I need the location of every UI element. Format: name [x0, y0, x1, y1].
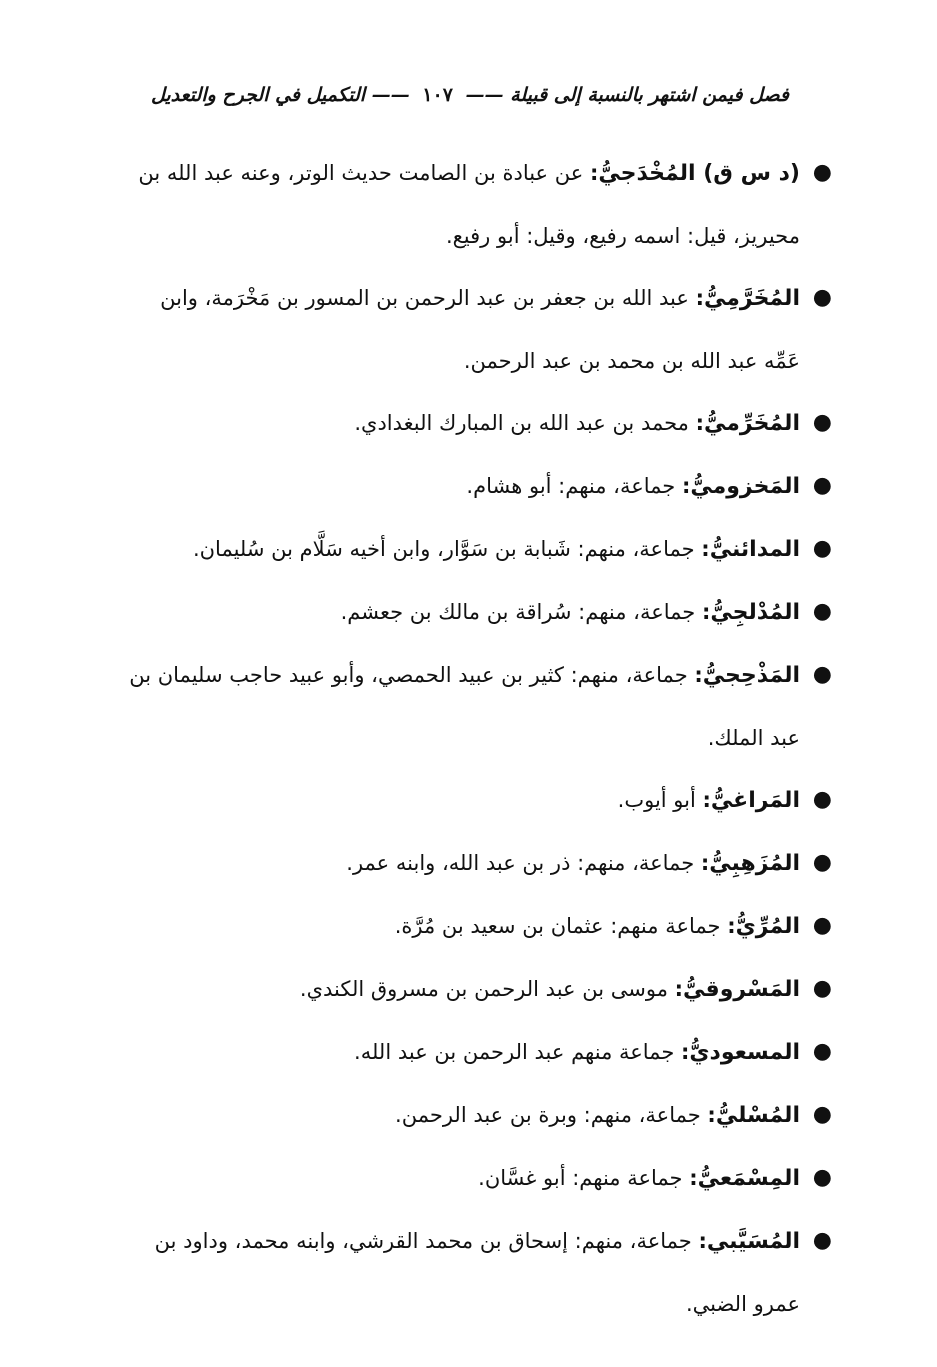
entry-text: جماعة، منهم: أبو هشام.: [466, 474, 682, 498]
list-item: ● المسعوديُّ: جماعة منهم عبد الرحمن بن عبد الله.: [128, 1021, 800, 1084]
bullet-icon: ●: [812, 410, 832, 435]
entry-heading: المُزَهِبِيُّ: [709, 851, 800, 876]
entry-text: عبد الله بن جعفر بن عبد الرحمن بن المسور بن مَخْرَمة، وابن عَمِّه عبد الله بن محمد بن عبد الرحمن.: [160, 286, 800, 373]
bullet-icon: ●: [812, 913, 832, 938]
list-item: ● (د س ق) المُخْدَجيُّ: عن عبادة بن الصامت حديث الوتر، وعنه عبد الله بن محيريز، قيل: اسمه رفيع، وقيل: أبو رفيع.: [128, 142, 800, 267]
list-item: ● المَسْروقيُّ: موسى بن عبد الرحمن بن مسروق الكندي.: [128, 958, 800, 1021]
entry-heading: المُرِّيُّ: [735, 914, 800, 939]
page-number: ١٠٧: [422, 84, 453, 106]
entry-text: محمد بن عبد الله بن المبارك البغدادي.: [354, 411, 696, 435]
entry-text: عن عبادة بن الصامت حديث الوتر، وعنه عبد الله بن محيريز، قيل: اسمه رفيع، وقيل: أبو رفيع.: [138, 161, 800, 248]
bullet-icon: ●: [812, 976, 832, 1001]
list-item: ● المُسْليُّ: جماعة، منهم: وبرة بن عبد الرحمن.: [128, 1084, 800, 1147]
entry-text: جماعة، منهم: كثير بن عبيد الحمصي، وأبو عبيد حاجب سليمان بن عبد الملك.: [129, 663, 800, 750]
entry-text: أبو أيوب.: [617, 788, 703, 812]
entry-text: جماعة منهم: عثمان بن سعيد بن مُرَّة.: [394, 914, 728, 938]
list-item: ● المُزَهِبِيُّ: جماعة، منهم: ذر بن عبد الله، وابنه عمر.: [128, 832, 800, 895]
bullet-icon: ●: [812, 1039, 832, 1064]
entry-heading: المَراغيُّ: [710, 788, 800, 813]
list-item: ● المُخَرِّميُّ: محمد بن عبد الله بن المبارك البغدادي.: [128, 392, 800, 455]
entry-text: جماعة، منهم: شَبابة بن سَوَّار، وابن أخيه سَلَّام بن سُليمان.: [192, 537, 702, 561]
entry-heading: المُخَرِّميُّ: [704, 411, 800, 436]
entry-text: جماعة، منهم: وبرة بن عبد الرحمن.: [395, 1103, 708, 1127]
entry-text: جماعة منهم: أبو غسَّان.: [478, 1166, 690, 1190]
bullet-icon: ●: [812, 1102, 832, 1127]
list-item: ● المَراغيُّ: أبو أيوب.: [128, 769, 800, 832]
list-item: ● المَخزوميُّ: جماعة، منهم: أبو هشام.: [128, 455, 800, 518]
entry-text: موسى بن عبد الرحمن بن مسروق الكندي.: [299, 977, 675, 1001]
bullet-icon: ●: [812, 536, 832, 561]
list-item: ● المَذْحِجيُّ: جماعة، منهم: كثير بن عبيد الحمصي، وأبو عبيد حاجب سليمان بن عبد الملك.: [128, 644, 800, 769]
entry-heading: المُدْلجِيُّ: [710, 600, 800, 625]
entry-heading: المسعوديُّ: [689, 1040, 800, 1065]
bullet-icon: ●: [812, 285, 832, 310]
list-item: ● المُرِّيُّ: جماعة منهم: عثمان بن سعيد بن مُرَّة.: [128, 895, 800, 958]
bullet-icon: ●: [812, 473, 832, 498]
list-item: ● المُخَرَّمِيُّ: عبد الله بن جعفر بن عبد الرحمن بن المسور بن مَخْرَمة، وابن عَمِّه عبد الله بن محمد بن عبد الرحمن.: [128, 267, 800, 392]
entry-text: جماعة منهم عبد الرحمن بن عبد الله.: [354, 1040, 681, 1064]
entry-heading: المُسَيَّبي: [706, 1229, 800, 1254]
list-item: ● المُدْلجِيُّ: جماعة، منهم: سُراقة بن مالك بن جعشم.: [128, 581, 800, 644]
entry-heading: المَذْحِجيُّ: [702, 663, 800, 688]
bullet-icon: ●: [812, 662, 832, 687]
bullet-icon: ●: [812, 850, 832, 875]
bullet-icon: ●: [812, 160, 832, 185]
list-item: ● المُسَيَّبي: جماعة، منهم: إسحاق بن محمد القرشي، وابنه محمد، وداود بن عمرو الضبي.: [128, 1210, 800, 1335]
bullet-icon: ●: [812, 787, 832, 812]
bullet-icon: ●: [812, 599, 832, 624]
bullet-icon: ●: [812, 1228, 832, 1253]
header-left-title: التكميل في الجرح والتعديل: [150, 84, 366, 106]
entry-heading: المُخَرَّمِيُّ: [704, 286, 800, 311]
entry-heading: المُسْليُّ: [715, 1103, 800, 1128]
header-right-title: فصل فيمن اشتهر بالنسبة إلى قبيلة: [510, 84, 790, 106]
entry-list: [128, 142, 832, 1335]
bullet-icon: ●: [812, 1165, 832, 1190]
entry-text: جماعة، منهم: سُراقة بن مالك بن جعشم.: [340, 600, 702, 624]
entry-heading: (د س ق) المُخْدَجيُّ: [598, 161, 800, 186]
list-item: ● المدائنيُّ: جماعة، منهم: شَبابة بن سَوَّار، وابن أخيه سَلَّام بن سُليمان.: [128, 518, 800, 581]
entry-heading: المدائنيُّ: [709, 537, 800, 562]
list-item: ● المِسْمَعيُّ: جماعة منهم: أبو غسَّان.: [128, 1147, 800, 1210]
entry-text: جماعة، منهم: إسحاق بن محمد القرشي، وابنه محمد، وداود بن عمرو الضبي.: [154, 1229, 800, 1316]
running-header: فصل فيمن اشتهر بالنسبة إلى قبيلة —— ١٠٧ —— التكميل في الجرح والتعديل: [150, 84, 790, 106]
entry-heading: المِسْمَعيُّ: [697, 1166, 800, 1191]
entry-heading: المَخزوميُّ: [690, 474, 800, 499]
entry-heading: المَسْروقيُّ: [683, 977, 800, 1002]
entry-text: جماعة، منهم: ذر بن عبد الله، وابنه عمر.: [346, 851, 701, 875]
